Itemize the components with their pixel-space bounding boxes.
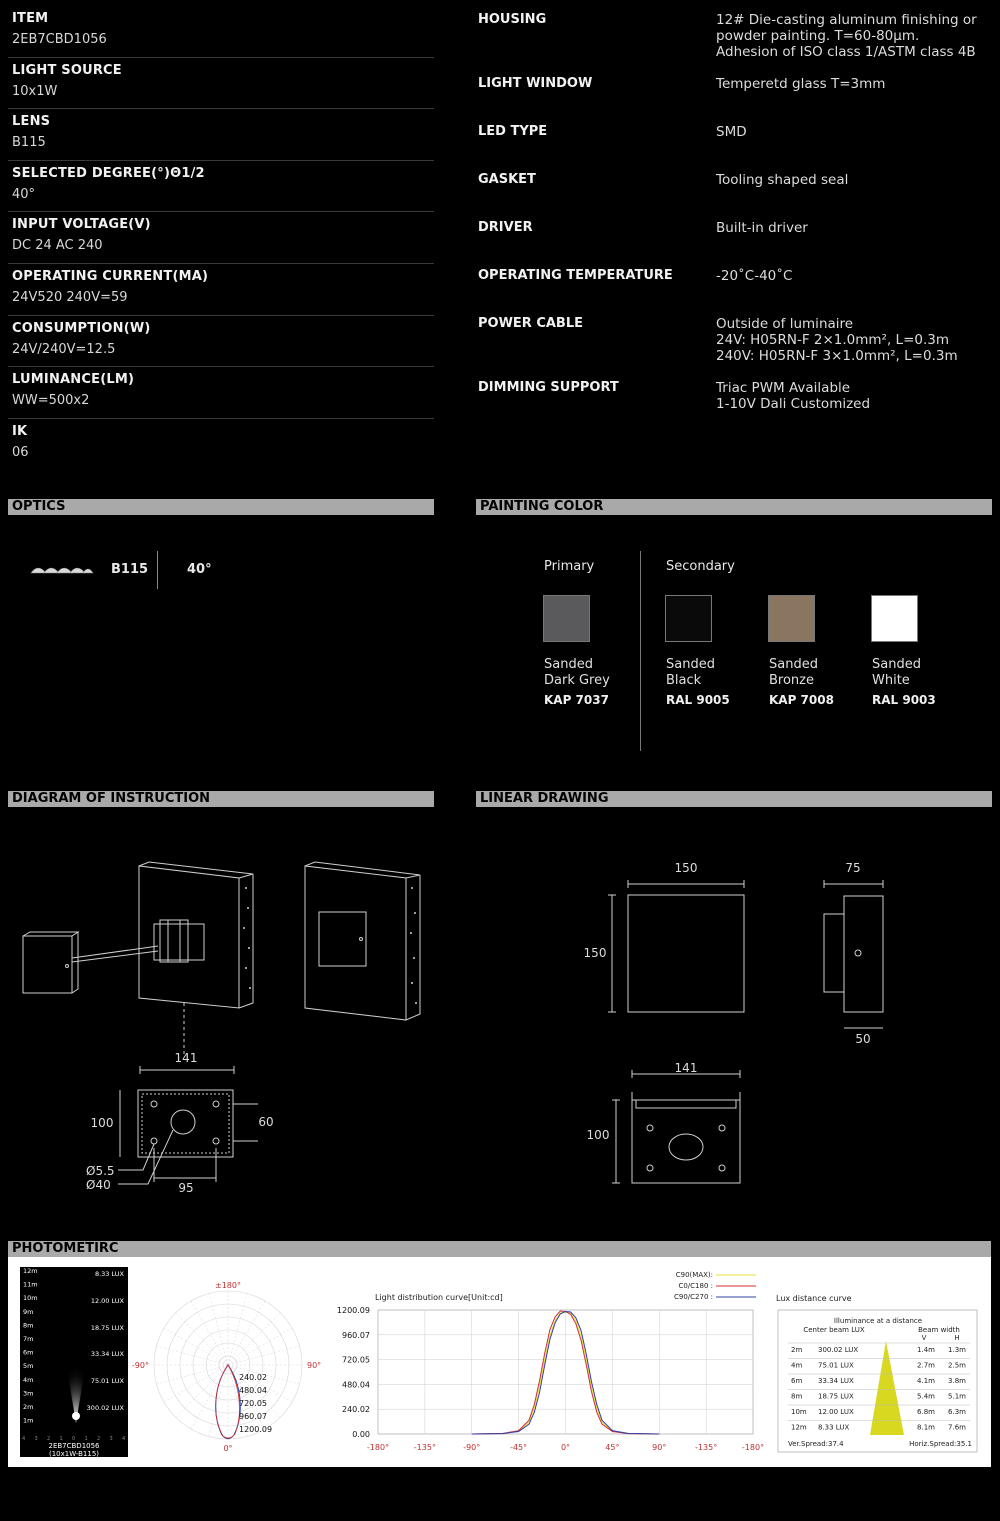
lux-value: 33.34 LUX [818,1377,854,1385]
mini-axis-label: 3m [23,1389,34,1398]
side-width-label: 75 [845,861,861,875]
x-tick: 90° [652,1443,667,1452]
lux-value: 18.75 LUX [818,1392,854,1401]
color-code: KAP 7037 [544,693,609,707]
diagram-hole-small-label: Ø5.5 [86,1164,115,1178]
spec-label: DRIVER [478,220,533,235]
light-distribution-chart [337,1271,764,1452]
mini-lux-label: 8.33 LUX [94,1270,124,1278]
polar-value: 960.07 [239,1412,267,1421]
bottom-height-label: 100 [586,1128,610,1142]
spec-label: CONSUMPTION(W) [12,320,151,336]
spec-row-left [8,58,434,110]
section-linear-drawing: LINEAR DRAWING [476,791,992,807]
spec-label: LED TYPE [478,124,548,139]
y-tick: 480.04 [342,1380,370,1390]
spec-row-left [8,264,434,316]
mini-lux-label: 300.02 LUX [86,1404,124,1412]
spec-label: GASKET [478,172,536,187]
color-code: KAP 7008 [769,693,834,707]
mini-caption-2: (10x1W-B115) [48,1450,100,1458]
spec-value: Temperetd glass T=3mm [716,76,886,92]
lux-box-title: Illuminance at a distance [833,1317,923,1325]
lux-h-width: 3.8m [948,1377,966,1385]
lux-h-width: 2.5m [948,1361,966,1370]
lux-distance: 10m [791,1408,807,1416]
x-tick: -90° [463,1443,481,1452]
curve-title: Light distribution curve[Unit:cd] [375,1293,503,1302]
spec-table-left [8,6,434,470]
spec-value: Tooling shaped seal [716,172,849,188]
spec-label: IK [12,423,28,439]
optics-angle: 40° [187,562,212,577]
mini-tick: 1 [84,1436,88,1442]
spec-label: SELECTED DEGREE(°)Θ1/2 [12,165,205,181]
painting-divider [640,551,641,751]
lux-value: 8.33 LUX [818,1423,850,1432]
spec-value: WW=500x2 [12,393,90,409]
lux-distance: 12m [791,1423,807,1432]
linear-drawing [476,808,996,1208]
y-tick: 960.07 [342,1330,370,1340]
diagram-hole-h-label: 95 [178,1181,194,1195]
lens-image [30,562,94,581]
y-tick: 240.02 [342,1405,370,1415]
color-code: RAL 9003 [872,693,936,707]
spec-label: LUMINANCE(LM) [12,372,135,388]
color-name: Sanded Dark Grey [544,657,610,688]
lux-distance-chart [776,1294,977,1452]
color-name: Sanded Bronze [769,657,818,688]
legend-label: C90/C270 : [674,1293,713,1301]
y-tick: 1200.09 [336,1306,370,1315]
optics-lens: B115 [111,562,149,577]
mini-axis-label: 7m [23,1335,34,1343]
mini-tick: 0 [72,1436,76,1442]
spec-value: 40° [12,186,36,202]
spec-value: 2EB7CBD1056 [12,32,107,47]
lux-distance: 4m [791,1361,803,1370]
color-code: RAL 9005 [666,693,730,707]
front-height-label: 150 [583,946,607,960]
lux-h-width: 7.6m [948,1423,966,1432]
mini-caption-1: 2EB7CBD1056 [48,1442,100,1450]
x-tick: 45° [605,1443,620,1452]
spec-row-left [8,6,434,58]
ver-spread: Ver.Spread:37.4 [788,1440,844,1448]
lux-distance: 6m [791,1377,803,1385]
spec-label: LIGHT SOURCE [12,62,122,78]
optics-divider [157,551,158,589]
mini-axis-label: 10m [23,1294,38,1303]
color-swatch [768,595,815,642]
spec-label: OPERATING CURRENT(MA) [12,268,209,284]
mini-lux-label: 18.75 LUX [90,1324,124,1332]
isolux-mini-chart [20,1267,128,1458]
color-swatch [665,595,712,642]
spec-label: OPERATING TEMPERATURE [478,268,673,283]
lux-h-width: 1.3m [948,1346,966,1354]
secondary-title: Secondary [666,559,735,574]
section-photometric: PHOTOMETIRC [8,1241,991,1257]
spec-label: LENS [12,114,51,130]
mini-lux-label: 12.00 LUX [90,1297,124,1305]
mini-tick: 1 [59,1436,63,1442]
color-swatch [871,595,918,642]
diagram-hole-v-label: 60 [258,1115,274,1129]
color-swatch [543,595,590,642]
polar-left-label: -90° [131,1361,149,1370]
legend-label: C0/C180 : [678,1282,713,1290]
mini-tick: 3 [34,1436,38,1442]
x-tick: -45° [510,1443,528,1452]
lux-v-width: 1.4m [917,1346,935,1354]
polar-top-label: ±180° [215,1281,241,1290]
mini-axis-label: 8m [23,1321,34,1330]
mini-tick: 3 [109,1436,113,1442]
section-optics: OPTICS [8,499,434,515]
spec-row-left [8,109,434,161]
spec-row-left [8,212,434,264]
spec-value: 10x1W [12,83,58,99]
bottom-width-label: 141 [674,1061,698,1075]
lux-value: 300.02 LUX [818,1346,859,1354]
diagram-hole-large-label: Ø40 [86,1178,111,1192]
polar-chart [132,1281,321,1453]
diagram-width-label: 141 [174,1051,198,1065]
x-tick: 0° [560,1443,571,1452]
lux-v-width: 4.1m [917,1377,935,1385]
spec-value: 24V520 240V=59 [12,289,128,305]
spec-label: HOUSING [478,12,547,27]
mini-axis-label: 6m [23,1348,34,1357]
spec-value: 06 [12,444,29,460]
legend-label: C90(MAX): [675,1271,713,1279]
lux-v-width: 6.8m [917,1408,935,1416]
mini-lux-label: 33.34 LUX [90,1350,124,1358]
spec-label: POWER CABLE [478,316,584,331]
y-tick: 0.00 [352,1430,370,1439]
x-tick: -180° [741,1443,765,1452]
mini-tick: 4 [122,1436,126,1442]
lux-h-header: H [954,1334,960,1342]
lux-title: Lux distance curve [776,1294,852,1303]
mini-tick: 2 [97,1436,101,1442]
spec-label: ITEM [12,11,49,26]
color-name: Sanded White [872,657,921,688]
mini-tick: 2 [47,1436,51,1442]
spec-value: B115 [12,135,46,151]
section-diagram: DIAGRAM OF INSTRUCTION [8,791,434,807]
spec-value: DC 24 AC 240 [12,238,103,254]
side-depth-label: 50 [855,1032,871,1046]
lux-col1: Center beam LUX [803,1326,865,1334]
front-width-label: 150 [674,861,698,875]
x-tick: -135° [695,1443,718,1452]
mini-axis-label: 9m [23,1307,34,1316]
lux-distance: 8m [791,1392,803,1401]
spec-value: 12# Die-casting aluminum finishing or powder painting. T=60-80μm. Adhesion of ISO class 1/ASTM class 4B [716,12,977,60]
spec-row-left [8,367,434,419]
mini-axis-label: 12m [23,1267,38,1275]
mini-axis-label: 5m [23,1362,34,1371]
spec-value: 24V/240V=12.5 [12,341,116,357]
x-tick: -135° [413,1443,436,1452]
spec-label: LIGHT WINDOW [478,76,593,91]
lux-v-width: 5.4m [917,1392,935,1401]
mini-axis-label: 11m [23,1280,38,1289]
mini-axis-label: 1m [23,1416,34,1425]
mini-axis-label: 2m [23,1403,34,1411]
horiz-spread: Horiz.Spread:35.1 [909,1440,972,1448]
spec-row-left [8,316,434,368]
x-tick: -180° [366,1443,390,1452]
spec-value: Outside of luminaire 24V: H05RN-F 2×1.0mm², L=0.3m 240V: H05RN-F 3×1.0mm², L=0.3m [716,316,958,364]
lux-distance: 2m [791,1346,803,1354]
lux-v-header: V [921,1334,927,1342]
spec-row-left [8,419,434,471]
primary-title: Primary [544,559,595,574]
spec-label: DIMMING SUPPORT [478,380,619,395]
installation-diagram [8,808,448,1208]
spec-value: SMD [716,124,747,140]
lux-col2: Beam width [918,1326,960,1334]
lux-h-width: 6.3m [948,1408,966,1416]
polar-value: 480.04 [239,1386,267,1395]
lux-v-width: 8.1m [917,1423,935,1432]
color-name: Sanded Black [666,657,715,688]
lux-value: 75.01 LUX [818,1361,854,1370]
polar-value: 1200.09 [239,1425,273,1434]
section-painting-color: PAINTING COLOR [476,499,992,515]
polar-bottom-label: 0° [223,1444,233,1453]
lux-h-width: 5.1m [948,1392,966,1401]
spec-row-left [8,161,434,213]
photometric-panel [8,1257,991,1467]
polar-value: 720.05 [239,1399,267,1408]
lux-v-width: 2.7m [917,1361,935,1370]
spec-value: Triac PWM Available 1-10V Dali Customized [716,380,871,412]
mini-axis-label: 4m [23,1375,34,1384]
mini-tick: 4 [22,1436,26,1442]
polar-right-label: 90° [307,1361,322,1370]
spec-value: -20˚C-40˚C [716,268,793,284]
lux-value: 12.00 LUX [818,1408,854,1416]
polar-value: 240.02 [239,1373,267,1382]
spec-label: INPUT VOLTAGE(V) [12,217,151,233]
mini-lux-label: 75.01 LUX [90,1377,124,1385]
y-tick: 720.05 [342,1355,370,1365]
spec-value: Built-in driver [716,220,808,236]
diagram-height-label: 100 [90,1116,114,1130]
